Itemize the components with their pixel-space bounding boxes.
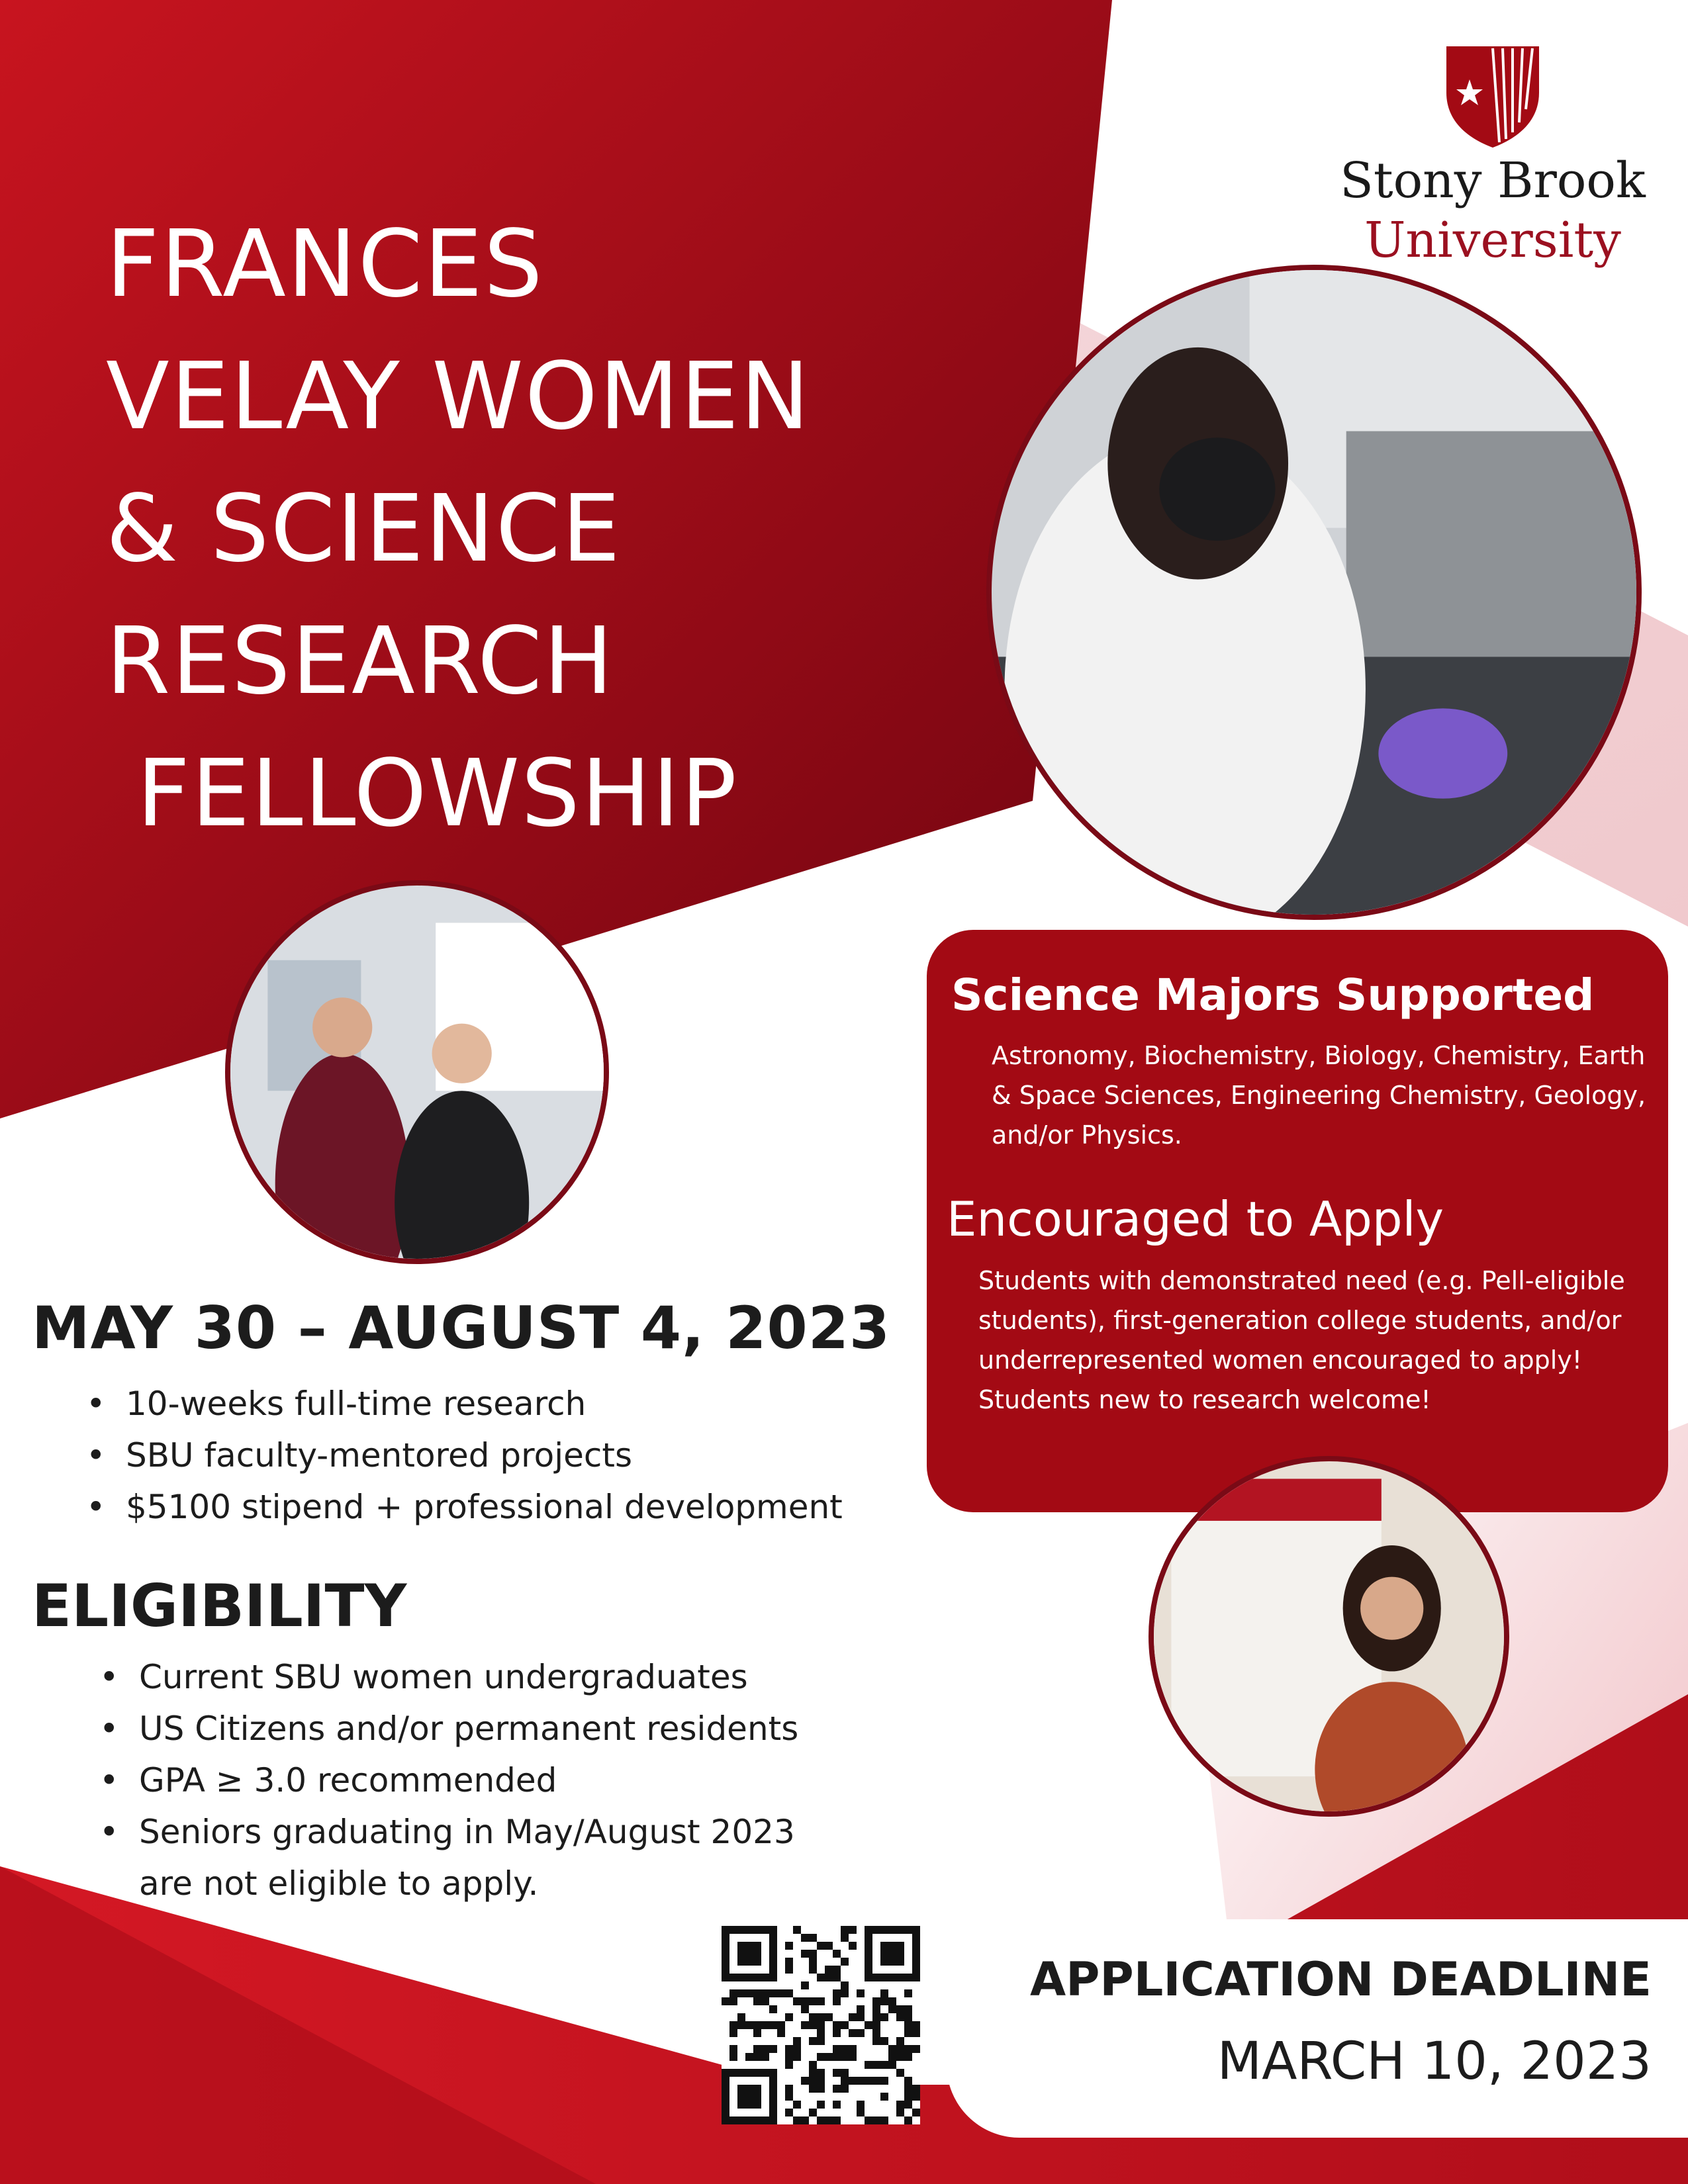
title-line-4: RESEARCH [106,608,615,715]
encouraged-line-2: students), first-generation college students, and/or [978,1306,1622,1335]
title-line-2: VELAY WOMEN [106,343,811,451]
program-bullets [86,1378,843,1533]
eligibility-bullet: • US Citizens and/or permanent residents [99,1703,798,1754]
program-bullet: • SBU faculty-mentored projects [86,1430,843,1481]
majors-heading: Science Majors Supported [951,970,1595,1021]
encouraged-line-4: Students new to research welcome! [978,1385,1431,1414]
logo-text-university: University [1364,212,1621,269]
deadline-label: APPLICATION DEADLINE [1029,1952,1652,2007]
eligibility-bullet: • Seniors graduating in May/August 2023 [99,1806,798,1858]
program-bullet: • $5100 stipend + professional development [86,1481,843,1533]
students-poster-photo [225,880,609,1264]
student-poster-photo [1149,1456,1509,1817]
encouraged-line-3: underrepresented women encouraged to apply! [978,1345,1583,1375]
majors-line-3: and/or Physics. [992,1120,1182,1150]
encouraged-heading: Encouraged to Apply [947,1191,1444,1247]
eligibility-bullet: • Current SBU women undergraduates [99,1651,798,1703]
eligibility-heading: ELIGIBILITY [32,1572,407,1640]
logo-text-stony-brook: Stony Brook [1340,152,1646,209]
program-dates: MAY 30 – AUGUST 4, 2023 [32,1294,891,1362]
majors-line-1: Astronomy, Biochemistry, Biology, Chemistry, Earth [992,1041,1646,1070]
eligibility-bullets [99,1651,798,1909]
eligibility-bullet: • GPA ≥ 3.0 recommended [99,1754,798,1806]
deadline-date: MARCH 10, 2023 [1217,2032,1652,2091]
shield-star-icon [1443,43,1542,149]
qr-code-icon[interactable] [722,1926,920,2124]
encouraged-line-1: Students with demonstrated need (e.g. Pell-eligible [978,1266,1625,1295]
program-bullet: • 10-weeks full-time research [86,1378,843,1430]
lab-researcher-photo [986,265,1642,920]
stony-brook-logo [1337,40,1648,278]
title-line-3: & SCIENCE [106,475,622,583]
info-panel [927,930,1668,1512]
majors-line-2: & Space Sciences, Engineering Chemistry, Geology, [992,1081,1646,1110]
deadline-panel [947,1919,1688,2138]
encouraged-text [978,1261,1625,1420]
fellowship-title [106,199,811,860]
majors-text [992,1036,1646,1155]
title-line-5: FELLOWSHIP [106,740,738,848]
title-line-1: FRANCES [106,210,544,318]
eligibility-bullet-continuation: are not eligible to apply. [139,1864,539,1903]
